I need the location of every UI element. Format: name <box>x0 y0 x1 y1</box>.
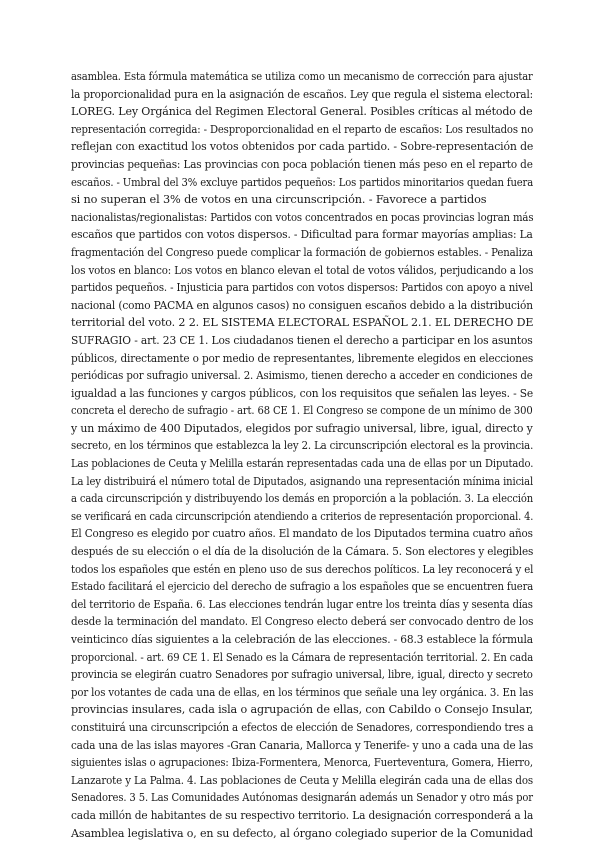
text-line: igualdad a las funciones y cargos públicos, con los requisitos que señalen las leyes. - Se <box>71 386 534 400</box>
text-line: provincias insulares, cada isla o agrupación de ellas, con Cabildo o Consejo Insular, <box>71 703 533 717</box>
text-line: Las poblaciones de Ceuta y Melilla estarán representadas cada una de ellas por un Diputado. <box>71 457 534 471</box>
text-line: reflejan con exactitud los votos obtenidos por cada partido. - Sobre-representación de <box>71 140 534 154</box>
text-line: públicos, directamente o por medio de representantes, libremente elegidos en elecciones <box>71 351 534 365</box>
text-line: concreta el derecho de sufragio - art. 68 CE 1. El Congreso se compone de un mínimo de 300 <box>71 404 533 418</box>
body-text <box>71 68 534 842</box>
text-line: siguientes islas o agrupaciones: Ibiza-Formentera, Menorca, Fuerteventura, Gomera, Hierro, <box>71 756 533 770</box>
text-line: proporcional. - art. 69 CE 1. El Senado es la Cámara de representación territorial. 2. En cada <box>71 650 534 664</box>
text-line: Lanzarote y La Palma. 4. Las poblaciones de Ceuta y Melilla elegirán cada una de ellas dos <box>71 773 534 787</box>
text-line: representación corregida: - Desproporcionalidad en el reparto de escaños: Los resultados no <box>71 122 534 136</box>
text-line: Senadores. 3 5. Las Comunidades Autónomas designarán además un Senador y otro más por <box>71 791 533 805</box>
text-line: Estado facilitará el ejercicio del derecho de sufragio a los españoles que se encuentren fuera <box>71 580 534 594</box>
text-line: partidos pequeños. - Injusticia para partidos con votos dispersos: Partidos con apoyo a nivel <box>71 281 533 295</box>
text-line: Asamblea legislativa o, en su defecto, al órgano colegiado superior de la Comunidad <box>71 826 533 840</box>
text-line: nacionalistas/regionalistas: Partidos con votos concentrados en pocas provincias logran más <box>71 210 534 224</box>
text-line: escaños que partidos con votos dispersos. - Dificultad para formar mayorías amplias: La <box>71 228 533 242</box>
text-line: La ley distribuirá el número total de Diputados, asignando una representación mínima inicial <box>71 474 534 488</box>
text-line: desde la terminación del mandato. El Congreso electo deberá ser convocado dentro de los <box>71 615 534 629</box>
text-line: SUFRAGIO - art. 23 CE 1. Los ciudadanos tienen el derecho a participar en los asuntos <box>71 333 533 347</box>
text-line: y un máximo de 400 Diputados, elegidos por sufragio universal, libre, igual, directo y <box>71 421 533 435</box>
text-line: nacional (como PACMA en algunos casos) no consiguen escaños debido a la distribución <box>71 298 533 312</box>
text-line: todos los españoles que estén en pleno uso de sus derechos políticos. La ley reconocerá y el <box>71 562 534 576</box>
text-line: cada una de las islas mayores -Gran Canaria, Mallorca y Tenerife- y uno a cada una de las <box>71 738 534 752</box>
text-line: a cada circunscripción y distribuyendo los demás en proporción a la población. 3. La elección <box>71 492 534 506</box>
text-line: por los votantes de cada una de ellas, en los términos que señale una ley orgánica. 3. En las <box>71 685 534 699</box>
text-line: la proporcionalidad pura en la asignación de escaños. Ley que regula el sistema electoral: <box>71 87 533 101</box>
text-line: provincia se elegirán cuatro Senadores por sufragio universal, libre, igual, directo y secreto <box>71 668 533 682</box>
text-line: del territorio de España. 6. Las elecciones tendrán lugar entre los treinta días y sesenta días <box>71 597 533 611</box>
text-line: secreto, en los términos que establezca la ley 2. La circunscripción electoral es la provincia. <box>71 439 534 453</box>
text-line: después de su elección o el día de la disolución de la Cámara. 5. Son electores y elegibles <box>71 545 534 559</box>
text-line: se verificará en cada circunscripción atendiendo a criterios de representación proporcional. 4. <box>71 509 534 523</box>
text-line: si no superan el 3% de votos en una circunscripción. - Favorece a partidos <box>71 193 487 207</box>
text-line: constituirá una circunscripción a efectos de elección de Senadores, correspondiendo tres a <box>71 720 534 734</box>
text-line: territorial del voto. 2 2. EL SISTEMA ELECTORAL ESPAÑOL 2.1. EL DERECHO DE <box>71 316 534 330</box>
text-line: LOREG. Ley Orgánica del Regimen Electoral General. Posibles críticas al método de <box>71 105 533 119</box>
text-line: provincias pequeñas: Las provincias con poca población tienen más peso en el reparto de <box>71 157 533 171</box>
text-line: periódicas por sufragio universal. 2. Asimismo, tienen derecho a acceder en condiciones de <box>71 369 533 383</box>
text-line: asamblea. Esta fórmula matemática se utiliza como un mecanismo de corrección para ajustar <box>71 70 533 83</box>
text-line: fragmentación del Congreso puede complicar la formación de gobiernos estables. - Penaliza <box>71 245 533 259</box>
text-line: cada millón de habitantes de su respectivo territorio. La designación corresponderá a la <box>71 808 534 822</box>
text-line: los votos en blanco: Los votos en blanco elevan el total de votos válidos, perjudicando a los <box>71 263 534 277</box>
text-line: El Congreso es elegido por cuatro años. El mandato de los Diputados termina cuatro años <box>71 527 533 541</box>
text-line: escaños. - Umbral del 3% excluye partidos pequeños: Los partidos minoritarios quedan fuera <box>71 175 534 189</box>
text-line: veinticinco días siguientes a la celebración de las elecciones. - 68.3 establece la fórmula <box>71 633 533 646</box>
